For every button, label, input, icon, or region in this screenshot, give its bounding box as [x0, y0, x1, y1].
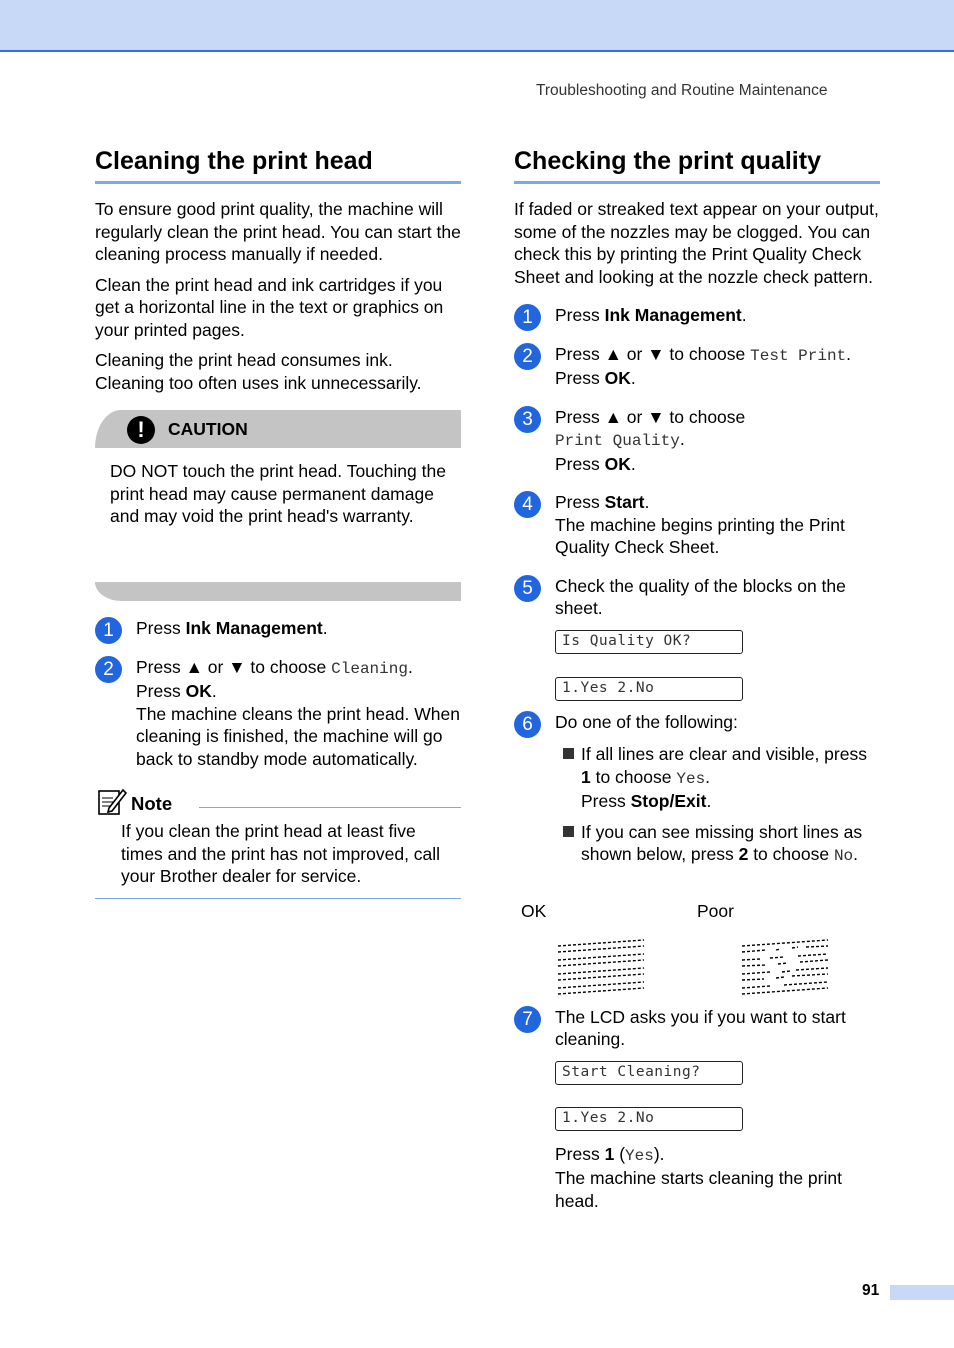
- button-name: OK: [185, 681, 212, 701]
- step-2: [95, 656, 461, 771]
- section-title-checking: Checking the print quality: [514, 146, 880, 184]
- step-2: [514, 343, 880, 390]
- section-title-cleaning: Cleaning the print head: [95, 146, 461, 184]
- paragraph: Clean the print head and ink cartridges if you get a horizontal line in the text or graphics on your printed pages.: [95, 274, 444, 340]
- lcd-option: Yes: [625, 1146, 654, 1165]
- bullet-text: Press: [581, 791, 631, 811]
- step-text: Press ▲ or ▼ to choose: [136, 656, 332, 677]
- bullet-text: If you can see missing short lines as shown below, press: [581, 821, 863, 864]
- caution-text: DO NOT touch the print head. Touching the print head may cause permanent damage and may void the print head's warranty.: [110, 461, 446, 526]
- step-text: Press: [555, 368, 605, 388]
- bullet-text: to choose: [590, 766, 677, 787]
- paragraph: To ensure good print quality, the machine will regularly clean the print head. You can start the cleaning process manually if needed.: [95, 199, 461, 264]
- note-label: Note: [131, 793, 173, 814]
- step-text: Press: [136, 681, 186, 701]
- step-text: Press: [555, 492, 605, 512]
- key-name: 1: [604, 1143, 615, 1164]
- step-text: Press: [136, 618, 186, 638]
- step-3: [514, 406, 880, 476]
- key-name: 1: [581, 766, 591, 787]
- step-number-badge: 7: [514, 1006, 541, 1033]
- page-number: 91: [862, 1282, 880, 1299]
- button-name: OK: [604, 368, 631, 388]
- punct: .: [679, 429, 685, 449]
- punct: (: [614, 1143, 626, 1164]
- punct: .: [322, 618, 328, 638]
- punct: .: [211, 681, 217, 701]
- step-4: [514, 491, 880, 559]
- button-name: Ink Management: [185, 618, 323, 638]
- note-text: If you clean the print head at least five times and the print has not improved, call your Brother dealer for service.: [95, 820, 461, 899]
- lcd-option: No: [833, 847, 854, 865]
- lcd-display: Start Cleaning?: [555, 1061, 743, 1085]
- punct: .: [705, 766, 711, 787]
- step-number-badge: 1: [95, 617, 122, 644]
- button-name: Stop/Exit: [630, 791, 707, 811]
- page-tab-bar: [890, 1285, 954, 1300]
- list-item: [555, 743, 880, 813]
- step-number-badge: 3: [514, 406, 541, 433]
- step-number-badge: 1: [514, 304, 541, 331]
- step-detail: [555, 1143, 880, 1213]
- lcd-display: 1.Yes 2.No: [555, 1107, 743, 1131]
- lcd-option: Print Quality: [555, 432, 680, 450]
- punct: .: [853, 844, 859, 864]
- note-header: [95, 786, 461, 820]
- square-bullet-icon: [563, 748, 574, 759]
- step-text: Press: [555, 1143, 605, 1164]
- caution-label: CAUTION: [168, 419, 248, 439]
- left-column: [95, 146, 461, 899]
- pencil-note-icon: [97, 786, 127, 816]
- step-6: [514, 711, 880, 868]
- step-number-badge: 2: [514, 343, 541, 370]
- punct: .: [846, 343, 852, 364]
- lcd-display: 1.Yes 2.No: [555, 677, 743, 701]
- button-name: OK: [604, 453, 631, 474]
- list-item: [555, 821, 880, 868]
- lcd-option: Test Print: [750, 346, 847, 365]
- pattern-labels: [514, 886, 880, 934]
- exclamation-icon: !: [127, 416, 155, 444]
- step-detail: The machine begins printing the Print Quality Check Sheet.: [555, 514, 845, 557]
- bullet-text: to choose: [748, 844, 834, 864]
- square-bullet-icon: [563, 826, 574, 837]
- step-7: [514, 1006, 880, 1213]
- step-text: Check the quality of the blocks on the sheet.: [555, 575, 846, 618]
- punct: .: [644, 492, 650, 512]
- pattern-label-ok: OK: [521, 900, 547, 921]
- button-name: Ink Management: [604, 305, 742, 325]
- step-text: Press ▲ or ▼ to choose: [555, 343, 751, 364]
- punct: ).: [653, 1143, 665, 1164]
- step-number-badge: 6: [514, 711, 541, 738]
- step-1: [95, 617, 461, 640]
- step-number-badge: 2: [95, 656, 122, 683]
- step-1: [514, 304, 880, 327]
- step-text: Do one of the following:: [555, 711, 738, 732]
- step-text: The LCD asks you if you want to start cleaning.: [555, 1006, 846, 1049]
- running-title: Troubleshooting and Routine Maintenance: [536, 82, 828, 99]
- ok-pattern-graphic: [556, 934, 646, 1000]
- punct: .: [630, 368, 636, 388]
- step-number-badge: 4: [514, 491, 541, 518]
- punct: .: [630, 453, 636, 474]
- paragraph: If faded or streaked text appear on your output, some of the nozzles may be clogged. You can check this by printing the Print Quality Check Sheet and looking at the nozzle check pattern.: [514, 199, 879, 287]
- punct: .: [407, 656, 413, 677]
- step-number-badge: 5: [514, 575, 541, 602]
- nozzle-patterns: [514, 934, 880, 1006]
- poor-pattern-graphic: [740, 934, 830, 1000]
- lcd-option: Cleaning: [331, 659, 408, 678]
- note-box: [95, 786, 461, 899]
- paragraph: Cleaning the print head consumes ink. Cleaning too often uses ink unnecessarily.: [95, 350, 422, 393]
- caution-header: [95, 410, 461, 448]
- lcd-option: Yes: [676, 769, 706, 788]
- step-text: Press: [555, 305, 605, 325]
- step-detail-text: The machine starts cleaning the print head.: [555, 1168, 842, 1211]
- note-rule: [199, 807, 461, 808]
- lcd-display: Is Quality OK?: [555, 630, 743, 654]
- top-header-band: [0, 0, 954, 52]
- step-detail: The machine cleans the print head. When cleaning is finished, the machine will go back to standby mode automatically.: [136, 703, 460, 769]
- right-column: [514, 146, 880, 1228]
- step-text: Press ▲ or ▼ to choose: [555, 406, 746, 427]
- bullet-text: If all lines are clear and visible, press: [581, 744, 867, 764]
- caution-box: [95, 410, 461, 601]
- punct: .: [741, 305, 747, 325]
- step-5: [514, 575, 880, 701]
- punct: .: [706, 791, 712, 811]
- caution-footer-bar: [95, 582, 461, 601]
- step-text: Press: [555, 453, 605, 474]
- button-name: Start: [604, 492, 645, 512]
- pattern-label-poor: Poor: [697, 900, 734, 921]
- key-name: 2: [738, 844, 749, 864]
